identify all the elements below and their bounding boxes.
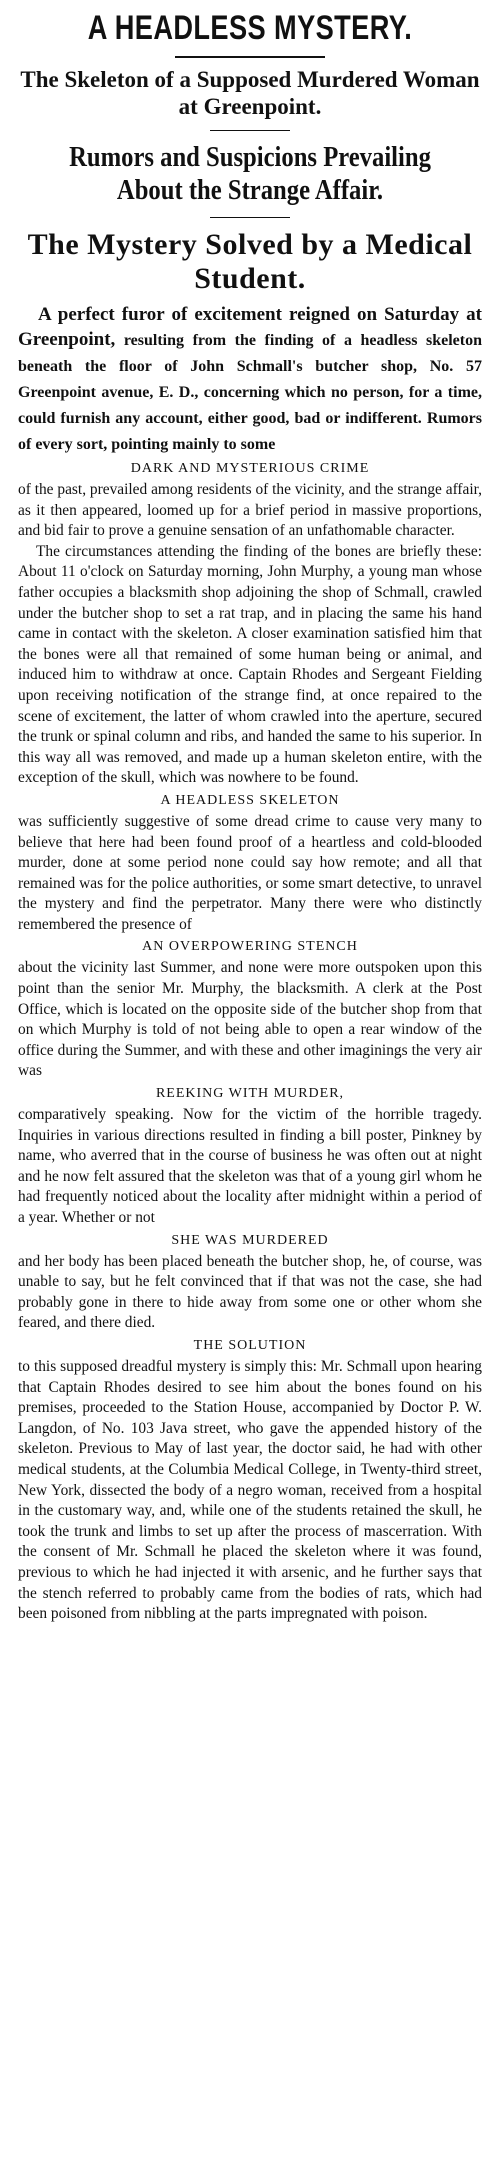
body-paragraph: and her body has been placed beneath the butcher shop, he, of course, was unable to say, but he felt convinced that if that was not the case, she had probably gone in there to hide away from some one or other whom she feared, and there died. [18,1252,482,1332]
section-subhead: SHE WAS MURDERED [171,1232,329,1248]
body-paragraph: was sufficiently suggestive of some dread crime to cause very many to believe that here had been found proof of a heartless and cold-blooded murder, done at some period none could say how remote; and all that remained was for the police authorities, or some smart detective, to unravel the mystery and find the perpetrator. Many there were who distinctly remembered the presence of [18,812,482,933]
lead-rest-text: resulting from the finding of a headless skeleton beneath the floor of John Schmall's butcher shop, No. 57 Greenpoint avenue, E. D., concerning which no person, for a time, could furnish any account, either good, bad or indifferent. Rumors of every sort, pointing mainly to some [18,332,482,453]
main-headline: A HEADLESS MYSTERY. [87,9,413,47]
body-paragraph: The circumstances attending the finding of the bones are briefly these: About 11 o'clock on Saturday morning, John Murphy, a young man whose father occupies a blacksmith shop adjoining the shop of Schmall, crawled under the butcher shop to set a rat trap, and in placing the same his hand came in contact with the skeleton. A closer examination satisfied him that the bones were all that remained of some human being or animal, and induced him to withdraw at once. Captain Rhodes and Sergeant Fielding upon receiving notification of the strange find, at once repaired to the scene of excitement, the latter of whom crawled into the aperture, secured the trunk or spinal column and ribs, and handed the same to his superior. In this way all was removed, and made up a human skeleton entire, with the exception of the skull, which was nowhere to be found. [18,542,482,787]
body-paragraph: comparatively speaking. Now for the victim of the horrible tragedy. Inquiries in various directions resulted in finding a bill poster, Pinkney by name, who averred that in the course of business he was often out at night and he now felt assured that the skeleton was that of a young girl whom he had frequently noticed about the locality after midnight within a period of a year. Whether or not [18,1106,482,1226]
article-body [12,459,488,1625]
section-subhead: DARK AND MYSTERIOUS CRIME [130,461,370,476]
deck-mystery-solved: The Mystery Solved by a Medical Student. [27,228,473,295]
headline-rule [175,56,325,58]
section-subhead: A HEADLESS SKELETON [160,792,340,808]
lead-bold-text: A perfect furor of excitement reigned on Saturday at Greenpoint, [18,304,482,350]
deck-skeleton: The Skeleton of a Supposed Murdered Woman at Greenpoint. [20,67,480,119]
body-paragraph: of the past, prevailed among residents of the vicinity, and the strange affair, as it then appeared, loomed up for a brief period in massive proportions, and bid fair to prove a genuine sensation of an unfathomable character. [18,481,482,540]
section-subhead: REEKING WITH MURDER, [155,1086,345,1102]
body-paragraph: about the vicinity last Summer, and none were more outspoken upon this point than the senior Mr. Murphy, the blacksmith. A clerk at the Post Office, which is located on the opposite side of the butcher shop from that on which Murphy is told of not being able to open a rear window of the office during the Summer, and with these and other imaginings the very air was [18,959,482,1080]
body-paragraph: to this supposed dreadful mystery is simply this: Mr. Schmall upon hearing that Captain Rhodes desired to see him about the bones found on his premises, proceeded to the Station House, accompanied by Doctor P. W. Langdon, of No. 103 Java street, who gave the appended history of the skeleton. Previous to May of last year, the doctor said, he had with other medical students, at the Columbia Medical College, in Twenty-third street, New York, dissected the body of a negro woman, received from a hospital in the customary way, and, while one of the students retained the skull, he took the trunk and limbs to set up after the process of mascerration. With the consent of Mr. Schmall he placed the skeleton where it was found, previous to which he had injected it with arsenic, and he further says that the stench referred to probably came from the bodies of rats, which had been poisoned from nibbling at the parts impregnated with poison. [18,1357,482,1623]
section-subhead: AN OVERPOWERING STENCH [142,939,358,955]
deck-rule-2 [210,217,290,218]
deck-rule-1 [210,130,290,131]
section-subhead: THE SOLUTION [193,1337,307,1353]
lead-paragraph [18,302,482,457]
deck-rumors: Rumors and Suspicions Prevailing About the Strange Affair. [69,141,431,206]
